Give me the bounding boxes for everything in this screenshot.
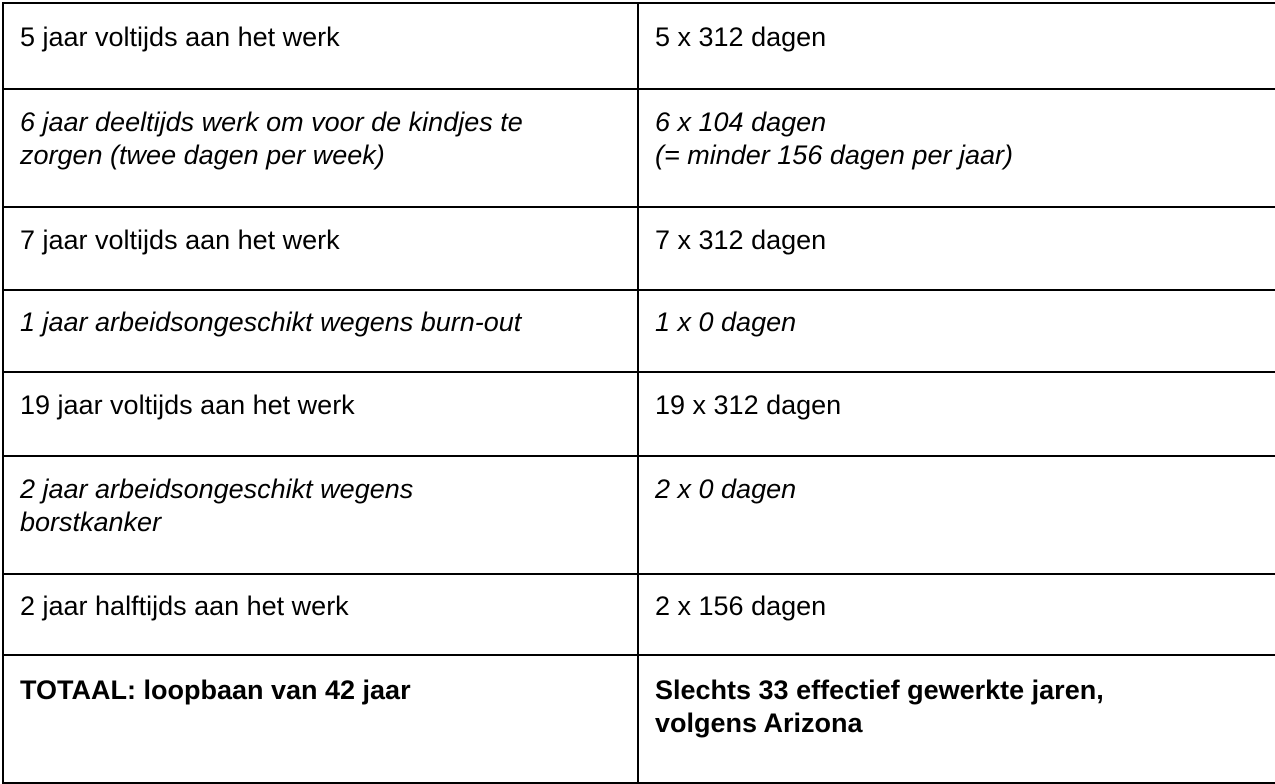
days-text: 2 x 156 dagen bbox=[655, 591, 827, 621]
days-text: 7 x 312 dagen bbox=[655, 225, 827, 255]
period-cell bbox=[3, 456, 638, 574]
period-cell bbox=[3, 290, 638, 372]
days-cell bbox=[638, 89, 1275, 207]
period-cell bbox=[3, 89, 638, 207]
period-text: 1 jaar arbeidsongeschikt wegens burn-out bbox=[20, 307, 522, 337]
days-text: 1 x 0 dagen bbox=[655, 307, 797, 337]
total-period-cell bbox=[3, 655, 638, 783]
period-text: 19 jaar voltijds aan het werk bbox=[20, 390, 355, 420]
days-text: 6 x 104 dagen bbox=[655, 107, 827, 137]
table-row bbox=[3, 3, 1275, 89]
total-days-text: volgens Arizona bbox=[655, 708, 863, 738]
days-text: 2 x 0 dagen bbox=[655, 474, 797, 504]
days-cell bbox=[638, 372, 1275, 456]
period-cell bbox=[3, 574, 638, 655]
period-text: borstkanker bbox=[20, 507, 162, 537]
table-row bbox=[3, 290, 1275, 372]
career-table bbox=[2, 2, 1275, 784]
days-text: 5 x 312 dagen bbox=[655, 22, 827, 52]
period-cell bbox=[3, 372, 638, 456]
period-cell bbox=[3, 207, 638, 290]
days-text: 19 x 312 dagen bbox=[655, 390, 842, 420]
table-row bbox=[3, 372, 1275, 456]
period-text: 2 jaar halftijds aan het werk bbox=[20, 591, 349, 621]
period-text: 5 jaar voltijds aan het werk bbox=[20, 22, 340, 52]
period-text: 6 jaar deeltijds werk om voor de kindjes te bbox=[20, 107, 523, 137]
days-cell bbox=[638, 574, 1275, 655]
days-cell bbox=[638, 3, 1275, 89]
days-text: (= minder 156 dagen per jaar) bbox=[655, 140, 1013, 170]
table-row bbox=[3, 89, 1275, 207]
total-days-text: Slechts 33 effectief gewerkte jaren, bbox=[655, 675, 1104, 705]
period-text: 2 jaar arbeidsongeschikt wegens bbox=[20, 474, 414, 504]
period-cell bbox=[3, 3, 638, 89]
total-period-text: TOTAAL: loopbaan van 42 jaar bbox=[20, 675, 411, 705]
table-row bbox=[3, 574, 1275, 655]
days-cell bbox=[638, 456, 1275, 574]
period-text: zorgen (twee dagen per week) bbox=[20, 140, 385, 170]
table-row bbox=[3, 456, 1275, 574]
period-text: 7 jaar voltijds aan het werk bbox=[20, 225, 340, 255]
days-cell bbox=[638, 290, 1275, 372]
total-days-cell bbox=[638, 655, 1275, 783]
table-row-total bbox=[3, 655, 1275, 783]
days-cell bbox=[638, 207, 1275, 290]
table-row bbox=[3, 207, 1275, 290]
